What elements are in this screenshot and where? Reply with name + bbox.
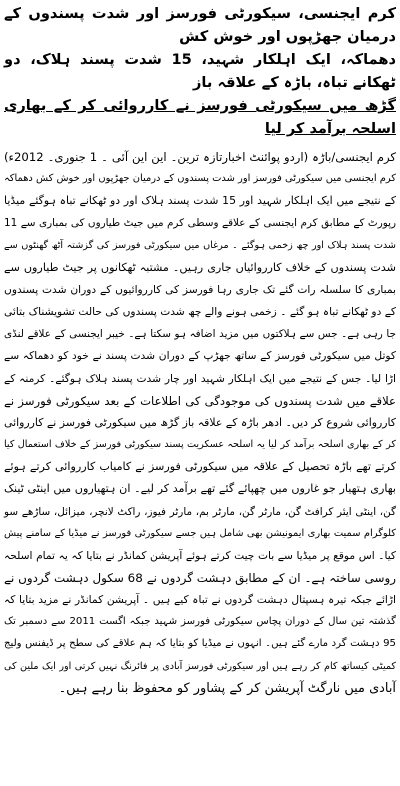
body-line: کے نتیجے میں ایک اہلکار شہید اور 15 شدت پسند ہلاک اور دو ٹھکانے تباہ ہوگئے میڈیا [4,194,397,208]
body-line: بمباری کا سلسلہ رات گئے تک جاری رہا فورسز کی کارروائیوں کے دوران شدت پسندوں [4,282,396,296]
body-line: کے دو ٹھکانے تباہ ہو گئے ۔ زخمی ہونے والے چھ شدت پسندوں کی حالت تشویشناک بتائی [4,305,396,319]
body-line: کرم ایجنسی میں سیکورٹی فورسز اور شدت پسندوں کے درمیان جھڑپوں اور خوش کش دھماکہ [4,173,396,185]
body-line: بھاری ہتھیار جو غاروں میں چھپائے گئے تھے برآمد کر لیے۔ ان ہتھیاروں میں اینٹی ٹینک [4,482,396,496]
body-line: شدت پسندوں کے خلاف کارروائیاں جاری رہیں۔ مشتبہ ٹھکانوں پر جیٹ طیاروں سے [4,260,396,274]
body-line: کلوگرام سمیت بھاری ایمونیشن بھی شامل ہیں جسے سیکورٹی فورسز نے میڈیا کے سامنے پیش [4,527,396,539]
body-line: 95 دہشت گرد مارے گئے ہیں۔ انہوں نے میڈیا کو بتایا کہ ہم علاقے کی سطح پر ڈیفنس ولیج [4,638,396,650]
body-line: کرتے تھے باڑہ تحصیل کے علاقہ میں سیکورٹی فورسز نے کامیاب کارروائی کرتے ہوئے [4,460,396,474]
body-line: آبادی میں نارگٹ آپریشن کر کے پشاور کو محفوظ بنا رہے ہیں۔ [58,680,396,696]
article-headline [4,2,396,140]
body-line: کارروائی شروع کر دیں۔ ادھر باڑہ کے علاقہ باز گڑھ میں سیکورٹی فورسز نے کارروائی [4,415,396,429]
body-line: کرم ایجنسی/باڑہ (اردو پوائنٹ اخبارتازہ ترین۔ این این آئی ۔ 1 جنوری۔ 2012ء) [4,150,396,164]
body-line: جا رہی ہے۔ جس سے ہلاکتوں میں مزید اضافہ ہو سکتا ہے۔ خیبر ایجنسی کے علاقے لنڈی [4,328,396,341]
body-line: شدت پسند ہلاک اور چھ زخمی ہوگئے ۔ مرغاں میں سیکورٹی فورسز کی گزشتہ آٹھ گھنٹوں سے [4,239,396,251]
headline-line-3: گڑھ میں سیکورٹی فورسز نے کارروائی کر کے بھاری اسلحہ برآمد کر لیا [4,97,396,137]
body-line: رپورٹ کے مطابق کرم ایجنسی کے علاقے وسطی کرم میں جیٹ طیاروں کی بمباری سے 11 [4,217,396,230]
body-line: گن، اینٹی ایئر کرافٹ گن، مارٹر گن، مارٹر بم، مارٹر فیوز، راکٹ لانچر، میزائل، ساڑھے سو [4,505,396,518]
body-line: علاقے میں شدت پسندوں کی موجودگی کی اطلاعات کے بعد سیکورٹی فورسز نے [4,393,396,408]
body-line: اڑائے جبکہ تیرہ ہسپتال دہشت گردوں نے تباہ کیے ہیں ۔ آپریشن کمانڈر نے مزید بتایا کہ [4,593,396,607]
body-line: کمیٹی کیساتھ کام کر رہے ہیں اور سیکورٹی فورسز آبادی پر فائرنگ نہیں کرتی اور ایک ملین کی [4,660,396,672]
headline-line-1: کرم ایجنسی، سیکورٹی فورسز اور شدت پسندوں کے درمیان جھڑپوں اور خوش کش [4,5,396,45]
body-line: گذشتہ تین سال کے دوران پچاس سیکورٹی فورسز شہید جبکہ اگست 2011 سے دسمبر تک [4,616,396,628]
body-line: کیا۔ اس موقع پر میڈیا سے بات چیت کرتے ہوئے آپریشن کمانڈر نے بتایا کہ یہ تمام اسلحہ [4,548,396,562]
headline-line-2: دھماکہ، ایک اہلکار شہید، 15 شدت پسند ہلاک، دو ٹھکانے تباہ، باڑہ کے علاقہ باز [4,51,396,91]
body-line: کوتل میں سیکورٹی فورسز کے ساتھ جھڑپ کے دوران شدت پسند نے خود کو دھماکہ سے [4,349,396,363]
article-body [4,146,396,700]
body-line: کر کے بھاری اسلحہ برآمد کر لیا یہ اسلحہ عسکریت پسند سیکورٹی فورسز کے خلاف استعمال کیا [4,439,396,451]
body-line: اڑا لیا۔ جس کے نتیجے میں ایک اہلکار شہید اور چار شدت پسند ہلاک ہوگئے۔ کرمنہ کے [4,371,396,385]
body-line: روسی ساختہ ہے۔ ان کے مطابق دہشت گردوں نے 68 سکول دہشت گردوں نے [4,570,396,585]
